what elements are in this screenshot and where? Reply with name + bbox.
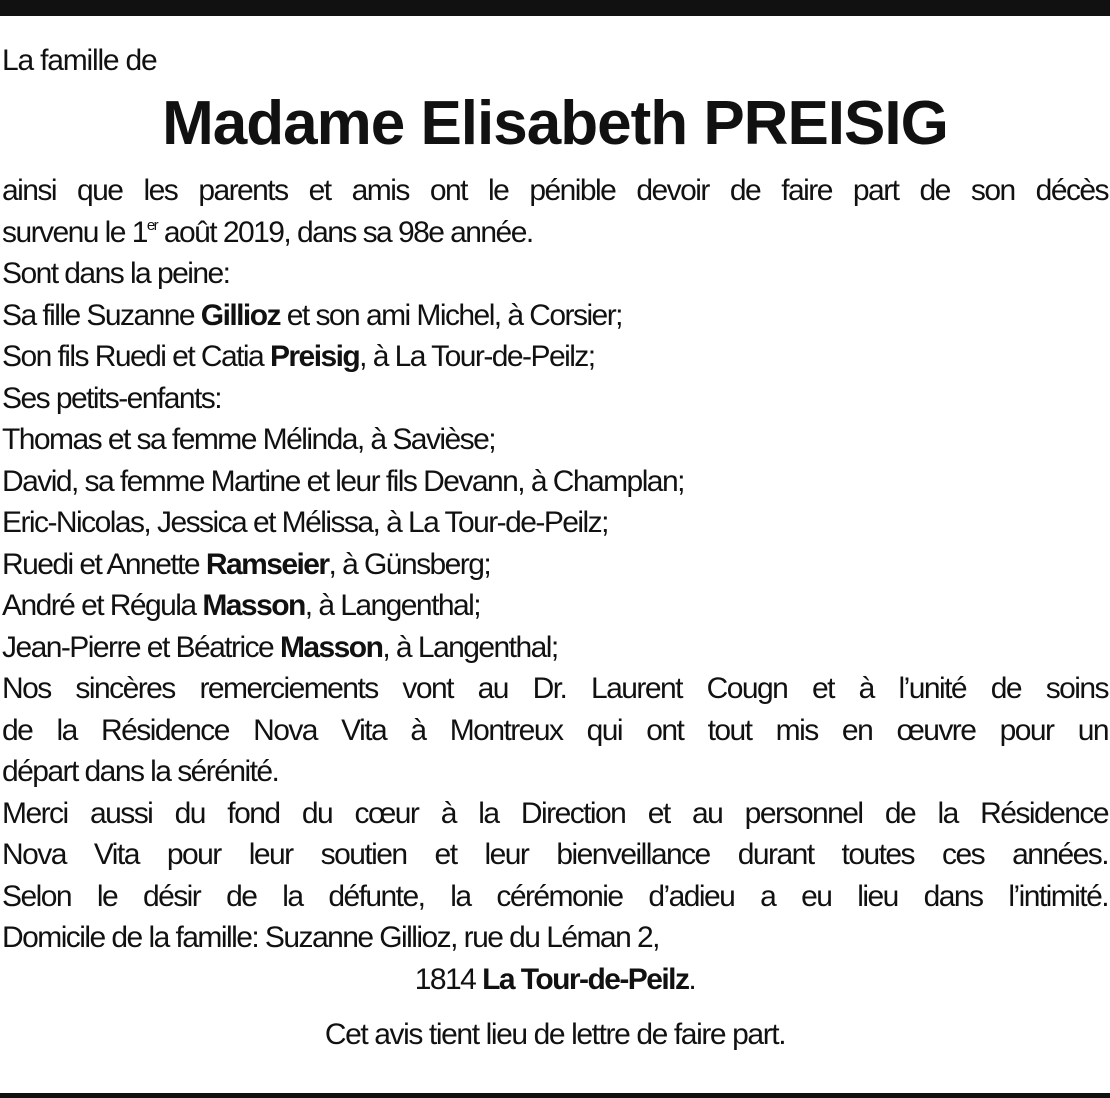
closing-note: Cet avis tient lieu de lettre de faire part. bbox=[324, 1018, 786, 1051]
relative-surname: Masson bbox=[279, 630, 383, 664]
family-son-surname: Preisig bbox=[269, 340, 360, 373]
thanks-care-line-3: départ dans la sérénité. bbox=[2, 755, 279, 788]
announcement-line-1: ainsi que les parents et amis ont le pénible devoir de faire part de son décès bbox=[2, 174, 1108, 207]
announcement-date-prefix: survenu le 1 bbox=[2, 215, 147, 249]
address-city: La Tour-de-Peilz bbox=[482, 962, 689, 996]
family-address-city bbox=[2, 959, 1108, 1001]
relative-prefix: Ruedi et Annette bbox=[2, 547, 206, 581]
family-son-prefix: Son fils Ruedi et Catia bbox=[2, 340, 270, 373]
grandchild-entry: Thomas et sa femme Mélinda, à Savièse; bbox=[2, 423, 496, 456]
relative-entry bbox=[2, 585, 1108, 627]
notice-intro: La famille de bbox=[2, 44, 157, 77]
ordinal-suffix: er bbox=[146, 216, 158, 234]
address-end: . bbox=[688, 962, 696, 996]
relative-surname: Ramseier bbox=[205, 547, 329, 581]
mourners-heading: Sont dans la peine: bbox=[2, 257, 230, 290]
deceased-name: Madame Elisabeth PREISIG bbox=[162, 89, 948, 158]
family-daughter-surname: Gillioz bbox=[200, 298, 280, 332]
family-daughter bbox=[2, 295, 1108, 337]
family-daughter-suffix: et son ami Michel, à Corsier; bbox=[279, 298, 622, 332]
relative-suffix: , à Günsberg; bbox=[328, 547, 491, 581]
thanks-staff-line-2: Nova Vita pour leur soutien et leur bienveillance durant toutes ces années. bbox=[2, 838, 1108, 871]
relative-prefix: André et Régula bbox=[2, 589, 203, 622]
thanks-staff-line-1: Merci aussi du fond du cœur à la Direction et au personnel de la Résidence bbox=[2, 796, 1108, 830]
address-postcode: 1814 bbox=[414, 962, 483, 996]
bottom-border-rule bbox=[0, 1093, 1110, 1098]
notice-body bbox=[2, 170, 1108, 1000]
grandchildren-heading: Ses petits-enfants: bbox=[2, 381, 222, 415]
obituary-notice bbox=[2, 40, 1108, 1056]
family-son bbox=[2, 336, 1108, 378]
thanks-care-line-2: de la Résidence Nova Vita à Montreux qui ont tout mis en œuvre pour un bbox=[2, 713, 1108, 747]
family-son-suffix: , à La Tour-de-Peilz; bbox=[359, 340, 595, 373]
family-address: Domicile de la famille: Suzanne Gillioz, rue du Léman 2, bbox=[2, 921, 659, 954]
ceremony-note: Selon le désir de la défunte, la cérémonie d’adieu a eu lieu dans l’intimité. bbox=[2, 879, 1108, 913]
family-daughter-prefix: Sa fille Suzanne bbox=[2, 298, 201, 332]
grandchild-entry: Eric-Nicolas, Jessica et Mélissa, à La Tour-de-Peilz; bbox=[2, 506, 608, 539]
relative-entry bbox=[2, 627, 1108, 669]
relative-suffix: , à Langenthal; bbox=[382, 630, 558, 664]
thanks-care-line-1: Nos sincères remerciements vont au Dr. Laurent Cougn et à l’unité de soins bbox=[2, 672, 1108, 705]
announcement-line-2 bbox=[2, 212, 1108, 254]
announcement-date-rest: août 2019, dans sa 98e année. bbox=[157, 215, 533, 249]
relative-surname: Masson bbox=[202, 589, 305, 622]
grandchild-entry: David, sa femme Martine et leur fils Devann, à Champlan; bbox=[2, 464, 684, 498]
relative-suffix: , à Langenthal; bbox=[304, 589, 481, 622]
relative-prefix: Jean-Pierre et Béatrice bbox=[2, 630, 280, 664]
relative-entry bbox=[2, 544, 1108, 586]
top-border-rule bbox=[0, 0, 1110, 16]
